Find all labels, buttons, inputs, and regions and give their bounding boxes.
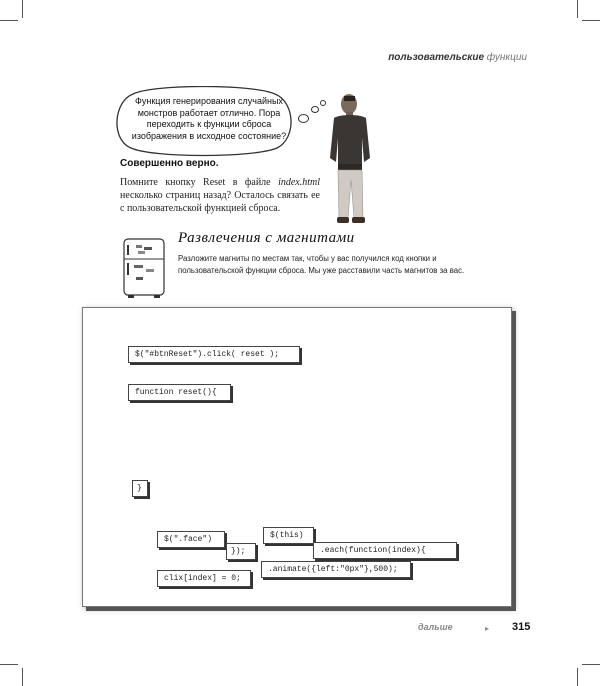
fridge-icon xyxy=(118,237,170,304)
header-bold: пользовательские xyxy=(388,52,485,63)
magnet-face-selector[interactable]: $(".face") xyxy=(157,531,225,548)
crop-mark xyxy=(577,0,578,18)
answer-body-start: Помните кнопку Reset в файле xyxy=(120,177,279,188)
thought-dot xyxy=(311,106,319,113)
magnet-board xyxy=(82,307,512,607)
exercise-intro: Разложите магниты по местам так, чтобы у вас получился код кнопки и пользовательской функции сброса. Мы уже расставили часть магнитов за вас. xyxy=(178,254,465,275)
man-illustration xyxy=(322,92,382,237)
crop-mark xyxy=(22,0,23,18)
next-arrow-icon: ▸ xyxy=(485,624,490,633)
answer-body-end: несколько страниц назад? Осталось связать ее с пользовательской функцией сброса. xyxy=(120,190,320,214)
magnet-click-reset[interactable]: $("#btnReset").click( reset ); xyxy=(128,346,300,363)
magnet-animate-call[interactable]: .animate({left:"0px"},500); xyxy=(261,561,411,578)
page-number: 315 xyxy=(512,621,531,633)
magnet-closing-brace[interactable]: } xyxy=(132,480,148,497)
answer-title: Совершенно верно. xyxy=(120,158,219,169)
thought-dot xyxy=(298,114,309,123)
filename: index.html xyxy=(278,177,320,188)
crop-mark xyxy=(577,668,578,686)
thought-bubble-text: Функция генерирования случайных монстров работает отлично. Пора переходить к функции сброса изображения в исходное состояние? xyxy=(131,96,287,141)
crop-mark xyxy=(582,664,600,665)
header-light: функции xyxy=(486,52,527,63)
exercise-title: Развлечения с магнитами xyxy=(178,230,355,246)
crop-mark xyxy=(582,20,600,21)
crop-mark xyxy=(0,20,18,21)
running-header xyxy=(388,52,527,63)
crop-mark xyxy=(0,664,18,665)
magnet-clix-reset[interactable]: clix[index] = 0; xyxy=(157,570,251,587)
crop-mark xyxy=(22,668,23,686)
magnet-this-selector[interactable]: $(this) xyxy=(263,527,314,544)
answer-body xyxy=(120,176,320,215)
magnet-each-function[interactable]: .each(function(index){ xyxy=(313,542,457,559)
magnet-close-paren[interactable]: }); xyxy=(226,543,256,560)
footer-next-label: дальше xyxy=(418,622,453,632)
magnet-function-reset[interactable]: function reset(){ xyxy=(128,384,231,401)
